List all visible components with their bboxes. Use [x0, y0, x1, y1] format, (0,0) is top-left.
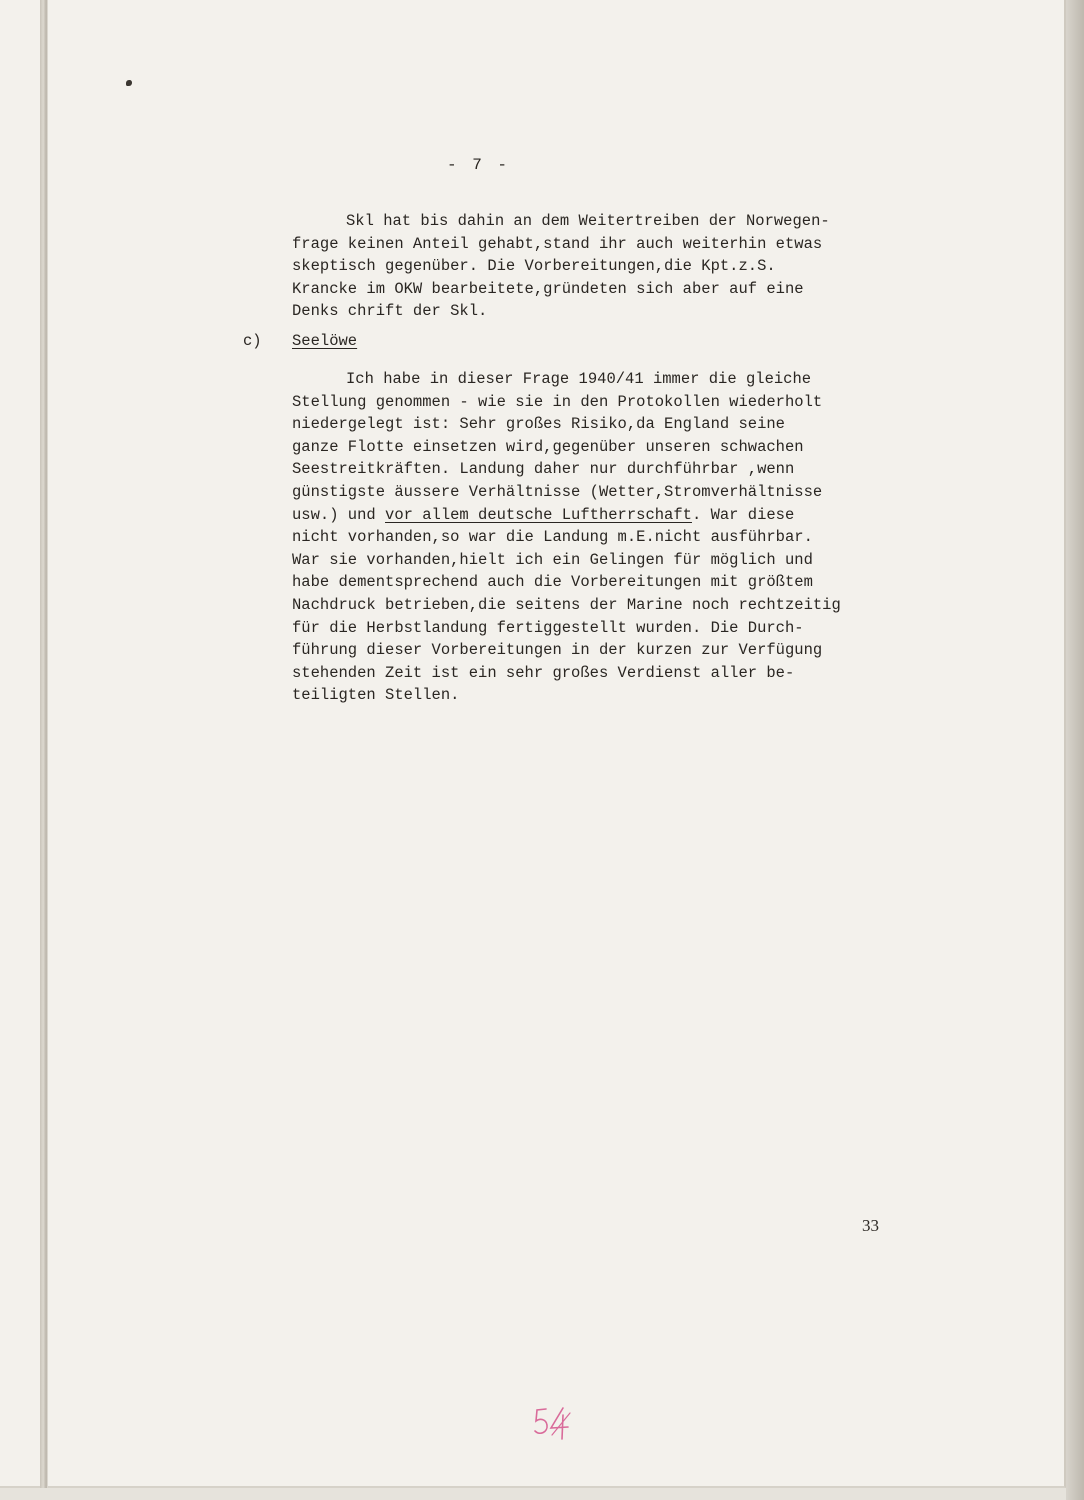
paragraph-line: habe dementsprechend auch die Vorbereitungen mit größtem — [292, 573, 813, 592]
paragraph-line: Denks chrift der Skl. — [292, 302, 488, 321]
paragraph-line: War sie vorhanden,hielt ich ein Gelingen für möglich und — [292, 550, 813, 569]
paragraph-line: Stellung genommen - wie sie in den Protokollen wiederholt — [292, 392, 823, 411]
line-prefix: usw.) und — [292, 505, 386, 524]
section-title: Seelöwe — [292, 332, 358, 350]
paragraph-line: frage keinen Anteil gehabt,stand ihr auch weiterhin etwas — [292, 234, 823, 253]
paragraph-line: für die Herbstlandung fertiggestellt wurden. Die Durch- — [292, 618, 804, 637]
paragraph-line: ganze Flotte einsetzen wird,gegenüber unseren schwachen — [292, 437, 804, 456]
paragraph-seeloewe — [292, 368, 841, 707]
binding-edge — [40, 0, 48, 1488]
paragraph-line: Krancke im OKW bearbeitete,gründeten sich aber auf eine — [292, 279, 804, 298]
paragraph-line — [292, 504, 841, 527]
page-marker: - 7 - — [447, 156, 511, 174]
underlined-emphasis: vor allem deutsche Luftherrschaft — [385, 505, 692, 524]
paragraph-line: stehenden Zeit ist ein sehr großes Verdienst aller be- — [292, 663, 795, 682]
section-label: c) — [243, 332, 262, 350]
line-suffix: . War diese — [691, 505, 795, 524]
paragraph-skl — [292, 210, 830, 323]
paragraph-line: niedergelegt ist: Sehr großes Risiko,da England seine — [292, 415, 785, 434]
paragraph-line: Seestreitkräften. Landung daher nur durchführbar ,wenn — [292, 460, 795, 479]
paragraph-line: skeptisch gegenüber. Die Vorbereitungen,die Kpt.z.S. — [292, 257, 776, 276]
folio-number: 33 — [862, 1216, 879, 1235]
paragraph-line: teiligten Stellen. — [292, 686, 460, 705]
archive-pencil-mark — [532, 1405, 576, 1441]
page-stack-edge — [1066, 0, 1084, 1500]
paragraph-line: Nachdruck betrieben,die seitens der Marine noch rechtzeitig — [292, 595, 841, 614]
paragraph-line: günstigste äussere Verhältnisse (Wetter,Stromverhältnisse — [292, 482, 823, 501]
punch-hole — [124, 78, 134, 88]
paragraph-line: führung dieser Vorbereitungen in der kurzen zur Verfügung — [292, 641, 823, 660]
paragraph-line: Skl hat bis dahin an dem Weitertreiben der Norwegen- — [346, 212, 830, 230]
paragraph-line: Ich habe in dieser Frage 1940/41 immer die gleiche — [346, 370, 812, 388]
paragraph-line: nicht vorhanden,so war die Landung m.E.nicht ausführbar. — [292, 528, 813, 547]
